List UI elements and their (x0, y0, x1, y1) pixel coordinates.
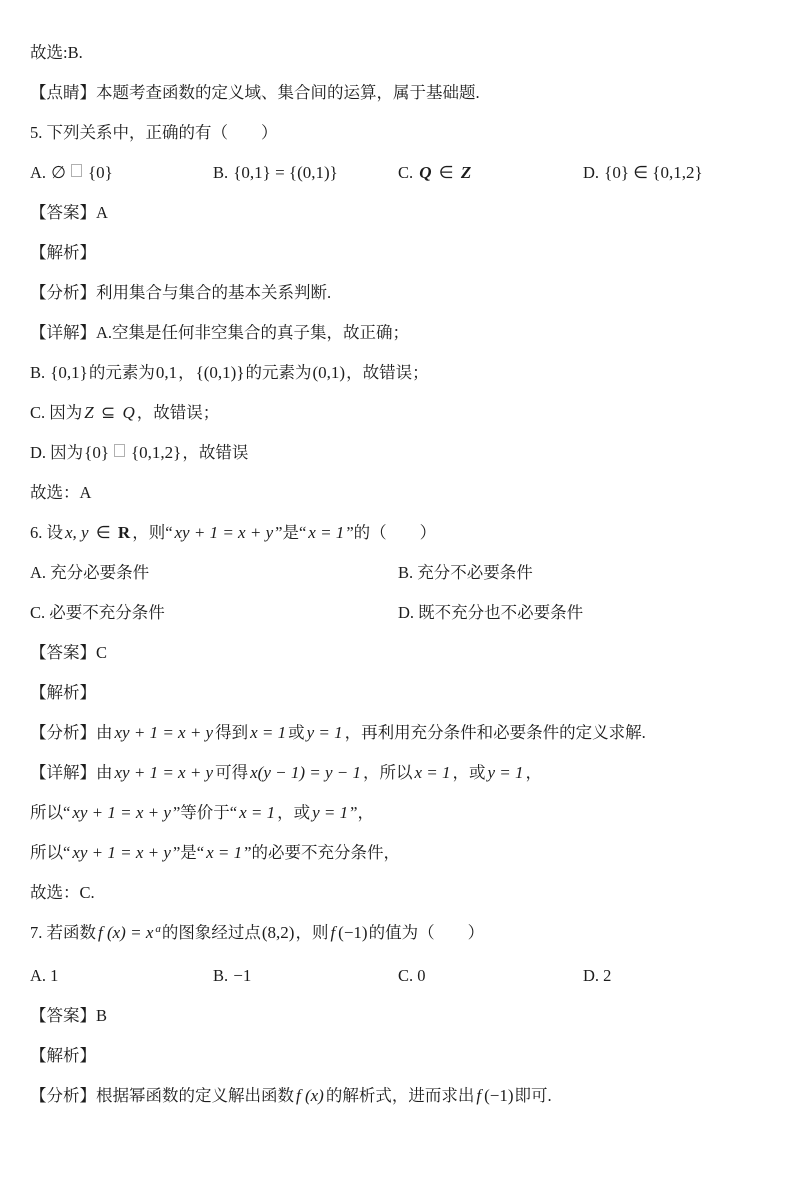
text-segment: 【点睛】本题考查函数的定义域、集合间的运算，属于基础题. (30, 83, 480, 102)
text-segment: ，故错误； (346, 363, 429, 382)
option-D (583, 160, 772, 185)
text-segment: ”是“ (275, 523, 307, 542)
question-6-options-row-1 (30, 560, 772, 585)
text-segment: ，所以 (362, 763, 413, 782)
text-segment: ”的（ ） (346, 523, 437, 542)
analysis-header-q5 (30, 240, 772, 265)
text-segment: ”的必要不充分条件， (244, 843, 400, 862)
text-segment: 【解析】 (30, 1046, 96, 1065)
missing-glyph-box-icon (71, 164, 82, 177)
text-segment: x = 1 (414, 763, 451, 782)
text-segment: 即可. (514, 1086, 552, 1105)
text-segment: x = 1 (239, 803, 276, 822)
text-segment: ，或 (452, 763, 486, 782)
text-segment: Z (460, 163, 472, 182)
option-B (213, 160, 398, 185)
text-segment: 6. 设 (30, 523, 63, 542)
text-segment: 故选:B. (30, 43, 83, 62)
text-segment: 【分析】根据幂函数的定义解出函数 (30, 1086, 294, 1105)
text-segment: 【答案】C (30, 643, 108, 662)
text-segment: D. 因为 (30, 443, 84, 462)
text-segment: ”等价于“ (172, 803, 238, 822)
text-segment: 5. 下列关系中，正确的有（ ） (30, 123, 278, 142)
answer-q5 (30, 200, 772, 225)
text-segment: 【分析】由 (30, 723, 113, 742)
text-segment: f (x) (296, 1086, 324, 1105)
text-segment: ”是“ (172, 843, 205, 862)
text-segment: 【答案】B (30, 1006, 108, 1025)
text-segment: xy + 1 = x + y (114, 763, 214, 782)
text-segment: ， (525, 763, 543, 782)
option-D (398, 600, 772, 625)
text-segment: A. 1 (30, 966, 59, 985)
text-segment: 【解析】 (30, 683, 96, 702)
text-segment: ∈ (434, 163, 458, 182)
text-segment: ，或 (277, 803, 311, 822)
document-body (30, 40, 772, 1108)
text-segment: xy + 1 = x + y (114, 723, 214, 742)
detail-q6-line-3 (30, 840, 772, 865)
text-segment: −1 (233, 966, 252, 985)
option-C (398, 963, 583, 988)
text-segment: C. 必要不充分条件 (30, 603, 165, 622)
question-5-stem (30, 120, 772, 145)
text-segment: ，则“ (132, 523, 173, 542)
text-segment: R (117, 523, 131, 542)
text-segment: D. (583, 163, 604, 182)
question-6-options-row-2 (30, 600, 772, 625)
text-segment: 的图象经过点 (161, 923, 261, 942)
text-segment: B. (213, 163, 233, 182)
text-segment: (−1) (338, 923, 368, 942)
text-segment: 所以“ (30, 843, 71, 862)
text-segment: {0} (87, 163, 113, 182)
text-segment: B. 充分不必要条件 (398, 563, 533, 582)
text-segment: (0,1) (312, 363, 346, 382)
text-segment: y = 1 (312, 803, 349, 822)
text-segment: x, y (65, 523, 89, 542)
question-7-options (30, 963, 772, 988)
text-segment: f (476, 1086, 482, 1105)
text-segment: {(0,1)} (195, 363, 245, 382)
detail-q5-option-c (30, 400, 772, 425)
analysis-header-q6 (30, 680, 772, 705)
text-segment: 的元素为 (245, 363, 312, 382)
text-segment: x = 1 (206, 843, 243, 862)
text-segment: 得到 (215, 723, 249, 742)
text-segment: ，再利用充分条件和必要条件的定义求解. (344, 723, 646, 742)
detail-q5-option-a (30, 320, 772, 345)
text-segment: a (155, 923, 161, 935)
text-segment: 故选：C. (30, 883, 95, 902)
question-5-options (30, 160, 772, 185)
text-segment: A. 充分必要条件 (30, 563, 150, 582)
text-segment: {0} (84, 443, 109, 462)
question-6-stem (30, 520, 772, 545)
analysis-q6 (30, 720, 772, 745)
detail-q5-option-b (30, 360, 772, 385)
text-segment: xy + 1 = x + y (72, 803, 171, 822)
text-segment: 或 (288, 723, 305, 742)
text-segment: B. (213, 966, 233, 985)
text-segment: x = 1 (250, 723, 287, 742)
detail-q6-line-1 (30, 760, 772, 785)
text-segment: ”， (350, 803, 374, 822)
text-segment: 【答案】A (30, 203, 108, 222)
text-segment: 故选：A (30, 483, 92, 502)
text-segment: D. 2 (583, 966, 612, 985)
text-segment: 的元素为 (88, 363, 155, 382)
option-B (398, 560, 772, 585)
text-segment: 7. 若函数 (30, 923, 96, 942)
analysis-header-q7 (30, 1043, 772, 1068)
text-segment: ，故错误 (182, 443, 249, 462)
text-segment: xy + 1 = x + y (72, 843, 171, 862)
text-segment: 所以“ (30, 803, 71, 822)
text-segment: B. (30, 363, 50, 382)
text-segment: ， (178, 363, 195, 382)
detail-q6-line-2 (30, 800, 772, 825)
text-segment: D. 既不充分也不必要条件 (398, 603, 584, 622)
text-segment: 的值为（ ） (368, 923, 485, 942)
text-segment: x(y − 1) = y − 1 (250, 763, 361, 782)
option-B (213, 963, 398, 988)
text-segment: 【详解】由 (30, 763, 113, 782)
text-segment: f (330, 923, 336, 942)
text-segment: ⊆ (96, 403, 120, 422)
text-segment: 0,1 (155, 363, 178, 382)
text-segment: {0,1,2} (131, 443, 182, 462)
option-A (30, 963, 213, 988)
text-segment: ∅ (51, 163, 66, 182)
text-segment: {0,1} (50, 363, 88, 382)
option-C (398, 160, 583, 185)
analysis-q5 (30, 280, 772, 305)
option-A (30, 160, 213, 185)
text-segment: {0} ∈ {0,1,2} (604, 163, 703, 182)
text-segment: Z (84, 403, 94, 422)
text-segment: ∈ (91, 523, 115, 542)
missing-glyph-box-icon (114, 444, 125, 457)
text-segment: x = 1 (308, 523, 345, 542)
conclusion-q4 (30, 40, 772, 65)
option-A (30, 560, 398, 585)
text-segment: C. 0 (398, 966, 426, 985)
text-segment: Q (419, 163, 432, 182)
text-segment: (−1) (484, 1086, 514, 1105)
text-segment: ，则 (295, 923, 329, 942)
text-segment: Q (122, 403, 135, 422)
text-segment: 【详解】A.空集是任何非空集合的真子集，故正确； (30, 323, 410, 342)
option-D (583, 963, 772, 988)
option-C (30, 600, 398, 625)
text-segment: y = 1 (306, 723, 343, 742)
conclusion-q5 (30, 480, 772, 505)
text-segment: 的解析式，进而求出 (325, 1086, 475, 1105)
text-segment: 【解析】 (30, 243, 96, 262)
text-segment: {0,1} = {(0,1)} (233, 163, 338, 182)
text-segment: A. (30, 163, 51, 182)
text-segment: 【分析】利用集合与集合的基本关系判断. (30, 283, 332, 302)
text-segment: C. 因为 (30, 403, 83, 422)
text-segment: C. (398, 163, 418, 182)
question-7-stem (30, 920, 772, 948)
text-segment: (8,2) (261, 923, 295, 942)
text-segment: 可得 (215, 763, 249, 782)
text-segment: y = 1 (487, 763, 524, 782)
detail-q5-option-d (30, 440, 772, 465)
analysis-q7 (30, 1083, 772, 1108)
answer-q7 (30, 1003, 772, 1028)
text-segment: ，故错误； (136, 403, 220, 422)
text-segment: f (x) = x (98, 923, 154, 942)
conclusion-q6 (30, 880, 772, 905)
text-segment: xy + 1 = x + y (174, 523, 274, 542)
answer-q6 (30, 640, 772, 665)
note-q4 (30, 80, 772, 105)
